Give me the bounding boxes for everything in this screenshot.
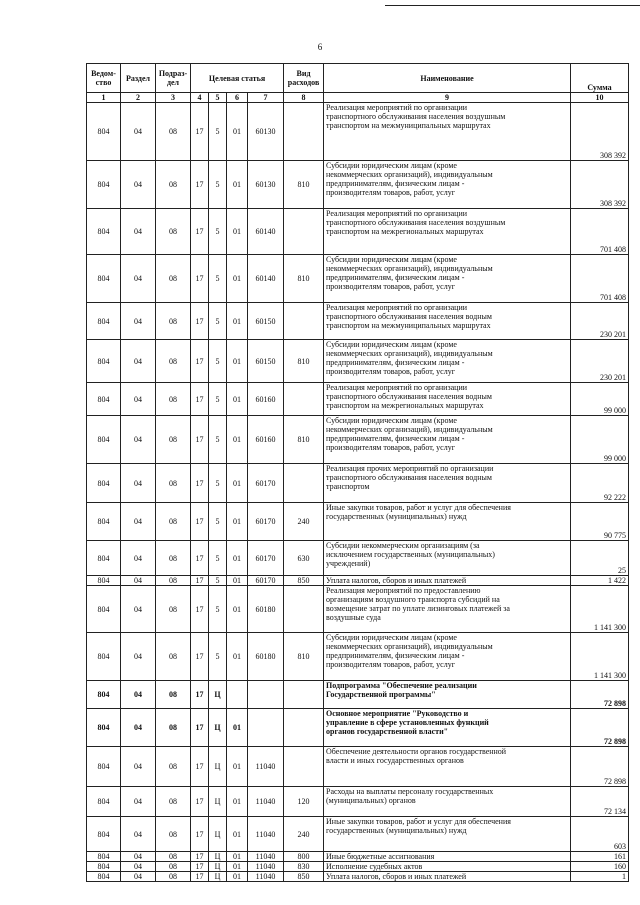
sum-cell: 72 898 bbox=[571, 747, 629, 787]
target-subprogram-cell: 5 bbox=[209, 303, 227, 340]
subsection-cell: 08 bbox=[156, 576, 191, 586]
expense-type-cell: 810 bbox=[284, 255, 324, 303]
target-subprogram-cell: Ц bbox=[209, 681, 227, 709]
col-number: 7 bbox=[248, 93, 284, 103]
target-event-cell: 01 bbox=[227, 709, 248, 747]
table-row bbox=[87, 852, 629, 862]
subsection-cell: 08 bbox=[156, 383, 191, 416]
dept-cell: 804 bbox=[87, 576, 121, 586]
sum-cell: 99 000 bbox=[571, 383, 629, 416]
target-subprogram-cell: 5 bbox=[209, 340, 227, 383]
name-cell: Реализация мероприятий по организации транспортного обслуживания населения воздушным транспортом на межрегиональных маршрутах bbox=[324, 209, 571, 255]
target-code-cell: 11040 bbox=[248, 747, 284, 787]
target-code-cell: 60160 bbox=[248, 383, 284, 416]
target-subprogram-cell: 5 bbox=[209, 255, 227, 303]
table-row bbox=[87, 303, 629, 340]
dept-cell: 804 bbox=[87, 862, 121, 872]
expense-type-cell: 810 bbox=[284, 416, 324, 464]
section-cell: 04 bbox=[121, 503, 156, 541]
table-row bbox=[87, 503, 629, 541]
section-cell: 04 bbox=[121, 303, 156, 340]
sum-cell: 230 201 bbox=[571, 340, 629, 383]
table-row bbox=[87, 862, 629, 872]
subsection-cell: 08 bbox=[156, 103, 191, 161]
sum-cell: 1 141 300 bbox=[571, 586, 629, 633]
target-subprogram-cell: Ц bbox=[209, 872, 227, 882]
section-cell: 04 bbox=[121, 862, 156, 872]
target-program-cell: 17 bbox=[191, 383, 209, 416]
name-cell: Реализация прочих мероприятий по организации транспортного обслуживания населения водным транспортом bbox=[324, 464, 571, 503]
target-program-cell: 17 bbox=[191, 255, 209, 303]
target-event-cell: 01 bbox=[227, 787, 248, 817]
name-cell: Реализация мероприятий по организации транспортного обслуживания населения водным транспортом на межрегиональных маршрутах bbox=[324, 383, 571, 416]
dept-cell: 804 bbox=[87, 709, 121, 747]
name-cell: Обеспечение деятельности органов государственной власти и иных государственных органов bbox=[324, 747, 571, 787]
target-event-cell: 01 bbox=[227, 503, 248, 541]
name-cell: Субсидии юридическим лицам (кроме некоммерческих организаций), индивидуальным предпринимателям, физическим лицам - производителям товаров, работ, услуг bbox=[324, 416, 571, 464]
dept-cell: 804 bbox=[87, 787, 121, 817]
table-row bbox=[87, 681, 629, 709]
header-name: Наименование bbox=[324, 64, 571, 93]
target-event-cell: 01 bbox=[227, 209, 248, 255]
target-code-cell: 60140 bbox=[248, 209, 284, 255]
target-program-cell: 17 bbox=[191, 103, 209, 161]
target-subprogram-cell: Ц bbox=[209, 862, 227, 872]
section-cell: 04 bbox=[121, 161, 156, 209]
name-cell: Иные закупки товаров, работ и услуг для обеспечения государственных (муниципальных) нужд bbox=[324, 503, 571, 541]
target-event-cell: 01 bbox=[227, 852, 248, 862]
subsection-cell: 08 bbox=[156, 464, 191, 503]
table-row bbox=[87, 255, 629, 303]
target-event-cell: 01 bbox=[227, 872, 248, 882]
col-number: 2 bbox=[121, 93, 156, 103]
subsection-cell: 08 bbox=[156, 303, 191, 340]
target-event-cell: 01 bbox=[227, 340, 248, 383]
col-number: 8 bbox=[284, 93, 324, 103]
page-number: 6 bbox=[317, 42, 323, 52]
table-row bbox=[87, 340, 629, 383]
expense-type-cell: 810 bbox=[284, 340, 324, 383]
target-program-cell: 17 bbox=[191, 787, 209, 817]
expense-type-cell bbox=[284, 709, 324, 747]
sum-cell: 72 898 bbox=[571, 681, 629, 709]
section-cell: 04 bbox=[121, 416, 156, 464]
target-program-cell: 17 bbox=[191, 872, 209, 882]
section-cell: 04 bbox=[121, 817, 156, 852]
target-event-cell: 01 bbox=[227, 633, 248, 681]
expense-type-cell: 630 bbox=[284, 541, 324, 576]
target-event-cell bbox=[227, 681, 248, 709]
table-row bbox=[87, 872, 629, 882]
col-number: 4 bbox=[191, 93, 209, 103]
sum-cell: 25 bbox=[571, 541, 629, 576]
col-number: 3 bbox=[156, 93, 191, 103]
expense-type-cell: 240 bbox=[284, 817, 324, 852]
target-subprogram-cell: Ц bbox=[209, 852, 227, 862]
dept-cell: 804 bbox=[87, 340, 121, 383]
subsection-cell: 08 bbox=[156, 255, 191, 303]
name-cell: Уплата налогов, сборов и иных платежей bbox=[324, 872, 571, 882]
target-code-cell: 60170 bbox=[248, 503, 284, 541]
section-cell: 04 bbox=[121, 872, 156, 882]
subsection-cell: 08 bbox=[156, 852, 191, 862]
header-sum: Сумма bbox=[571, 64, 629, 93]
dept-cell: 804 bbox=[87, 503, 121, 541]
target-program-cell: 17 bbox=[191, 303, 209, 340]
header-expense-type: Вид расходов bbox=[284, 64, 324, 93]
target-subprogram-cell: 5 bbox=[209, 383, 227, 416]
top-rule bbox=[385, 5, 640, 6]
expense-type-cell bbox=[284, 209, 324, 255]
subsection-cell: 08 bbox=[156, 709, 191, 747]
name-cell: Расходы на выплаты персоналу государственных (муниципальных) органов bbox=[324, 787, 571, 817]
target-program-cell: 17 bbox=[191, 416, 209, 464]
table-row bbox=[87, 586, 629, 633]
column-number-row bbox=[87, 93, 629, 103]
target-code-cell: 11040 bbox=[248, 787, 284, 817]
name-cell: Основное мероприятие "Руководство и управление в сфере установленных функций органов государственной власти" bbox=[324, 709, 571, 747]
expense-type-cell bbox=[284, 383, 324, 416]
expense-type-cell: 850 bbox=[284, 576, 324, 586]
expense-type-cell bbox=[284, 303, 324, 340]
budget-table bbox=[86, 63, 629, 882]
dept-cell: 804 bbox=[87, 681, 121, 709]
target-event-cell: 01 bbox=[227, 383, 248, 416]
target-event-cell: 01 bbox=[227, 586, 248, 633]
target-subprogram-cell: 5 bbox=[209, 161, 227, 209]
sum-cell: 308 392 bbox=[571, 103, 629, 161]
subsection-cell: 08 bbox=[156, 209, 191, 255]
section-cell: 04 bbox=[121, 709, 156, 747]
expense-type-cell bbox=[284, 681, 324, 709]
expense-type-cell: 120 bbox=[284, 787, 324, 817]
target-code-cell: 60130 bbox=[248, 103, 284, 161]
col-number: 5 bbox=[209, 93, 227, 103]
table-row bbox=[87, 383, 629, 416]
sum-cell: 161 bbox=[571, 852, 629, 862]
expense-type-cell: 830 bbox=[284, 862, 324, 872]
col-number: 10 bbox=[571, 93, 629, 103]
sum-cell: 1 bbox=[571, 872, 629, 882]
expense-type-cell: 810 bbox=[284, 161, 324, 209]
table-row bbox=[87, 633, 629, 681]
name-cell: Реализация мероприятий по организации транспортного обслуживания населения воздушным транспортом на межмуниципальных маршрутах bbox=[324, 103, 571, 161]
dept-cell: 804 bbox=[87, 303, 121, 340]
expense-type-cell bbox=[284, 103, 324, 161]
name-cell: Реализация мероприятий по организации транспортного обслуживания населения водным транспортом на межмуниципальных маршрутах bbox=[324, 303, 571, 340]
header-subsection: Подраз- дел bbox=[156, 64, 191, 93]
table-row bbox=[87, 787, 629, 817]
expense-type-cell bbox=[284, 747, 324, 787]
sum-cell: 90 775 bbox=[571, 503, 629, 541]
table-row bbox=[87, 416, 629, 464]
target-subprogram-cell: 5 bbox=[209, 633, 227, 681]
target-event-cell: 01 bbox=[227, 541, 248, 576]
name-cell: Субсидии юридическим лицам (кроме некоммерческих организаций), индивидуальным предпринимателям, физическим лицам - производителям товаров, работ, услуг bbox=[324, 255, 571, 303]
dept-cell: 804 bbox=[87, 255, 121, 303]
target-event-cell: 01 bbox=[227, 103, 248, 161]
subsection-cell: 08 bbox=[156, 872, 191, 882]
target-code-cell: 60170 bbox=[248, 464, 284, 503]
name-cell: Подпрограмма "Обеспечение реализации Государственной программы" bbox=[324, 681, 571, 709]
target-subprogram-cell: 5 bbox=[209, 586, 227, 633]
section-cell: 04 bbox=[121, 209, 156, 255]
expense-type-cell: 810 bbox=[284, 633, 324, 681]
dept-cell: 804 bbox=[87, 464, 121, 503]
target-program-cell: 17 bbox=[191, 209, 209, 255]
header-section: Раздел bbox=[121, 64, 156, 93]
name-cell: Субсидии некоммерческим организациям (за исключением государственных (муниципальных) учреждений) bbox=[324, 541, 571, 576]
name-cell: Иные бюджетные ассигнования bbox=[324, 852, 571, 862]
section-cell: 04 bbox=[121, 586, 156, 633]
name-cell: Уплата налогов, сборов и иных платежей bbox=[324, 576, 571, 586]
target-program-cell: 17 bbox=[191, 541, 209, 576]
dept-cell: 804 bbox=[87, 209, 121, 255]
target-subprogram-cell: 5 bbox=[209, 576, 227, 586]
section-cell: 04 bbox=[121, 681, 156, 709]
target-event-cell: 01 bbox=[227, 416, 248, 464]
target-program-cell: 17 bbox=[191, 709, 209, 747]
expense-type-cell: 240 bbox=[284, 503, 324, 541]
target-event-cell: 01 bbox=[227, 576, 248, 586]
target-code-cell: 60170 bbox=[248, 576, 284, 586]
sum-cell: 160 bbox=[571, 862, 629, 872]
target-code-cell bbox=[248, 681, 284, 709]
target-program-cell: 17 bbox=[191, 817, 209, 852]
col-number: 6 bbox=[227, 93, 248, 103]
target-program-cell: 17 bbox=[191, 161, 209, 209]
target-event-cell: 01 bbox=[227, 303, 248, 340]
dept-cell: 804 bbox=[87, 586, 121, 633]
table-row bbox=[87, 817, 629, 852]
dept-cell: 804 bbox=[87, 541, 121, 576]
target-code-cell: 60140 bbox=[248, 255, 284, 303]
subsection-cell: 08 bbox=[156, 416, 191, 464]
target-subprogram-cell: 5 bbox=[209, 503, 227, 541]
dept-cell: 804 bbox=[87, 747, 121, 787]
name-cell: Реализация мероприятий по предоставлению организациям воздушного транспорта субсидий на возмещение затрат по уплате лизинговых платежей за воздушные суда bbox=[324, 586, 571, 633]
dept-cell: 804 bbox=[87, 103, 121, 161]
name-cell: Субсидии юридическим лицам (кроме некоммерческих организаций), индивидуальным предпринимателям, физическим лицам - производителям товаров, работ, услуг bbox=[324, 633, 571, 681]
name-cell: Субсидии юридическим лицам (кроме некоммерческих организаций), индивидуальным предпринимателям, физическим лицам - производителям товаров, работ, услуг bbox=[324, 161, 571, 209]
target-subprogram-cell: Ц bbox=[209, 787, 227, 817]
table-row bbox=[87, 709, 629, 747]
target-program-cell: 17 bbox=[191, 464, 209, 503]
target-code-cell: 11040 bbox=[248, 852, 284, 862]
table-body bbox=[87, 103, 629, 882]
sum-cell: 72 134 bbox=[571, 787, 629, 817]
section-cell: 04 bbox=[121, 383, 156, 416]
target-program-cell: 17 bbox=[191, 340, 209, 383]
section-cell: 04 bbox=[121, 541, 156, 576]
target-event-cell: 01 bbox=[227, 862, 248, 872]
target-code-cell: 60180 bbox=[248, 586, 284, 633]
sum-cell: 99 000 bbox=[571, 416, 629, 464]
section-cell: 04 bbox=[121, 340, 156, 383]
target-program-cell: 17 bbox=[191, 747, 209, 787]
target-subprogram-cell: Ц bbox=[209, 747, 227, 787]
target-subprogram-cell: 5 bbox=[209, 541, 227, 576]
table-row bbox=[87, 541, 629, 576]
table-row bbox=[87, 103, 629, 161]
subsection-cell: 08 bbox=[156, 817, 191, 852]
header-dept: Ведом- ство bbox=[87, 64, 121, 93]
name-cell: Субсидии юридическим лицам (кроме некоммерческих организаций), индивидуальным предпринимателям, физическим лицам - производителям товаров, работ, услуг bbox=[324, 340, 571, 383]
subsection-cell: 08 bbox=[156, 541, 191, 576]
sum-cell: 701 408 bbox=[571, 255, 629, 303]
target-code-cell: 60150 bbox=[248, 340, 284, 383]
target-subprogram-cell: Ц bbox=[209, 817, 227, 852]
sum-cell: 603 bbox=[571, 817, 629, 852]
sum-cell: 1 141 300 bbox=[571, 633, 629, 681]
subsection-cell: 08 bbox=[156, 681, 191, 709]
expense-type-cell: 850 bbox=[284, 872, 324, 882]
name-cell: Иные закупки товаров, работ и услуг для обеспечения государственных (муниципальных) нужд bbox=[324, 817, 571, 852]
dept-cell: 804 bbox=[87, 383, 121, 416]
subsection-cell: 08 bbox=[156, 787, 191, 817]
header-row bbox=[87, 64, 629, 93]
target-program-cell: 17 bbox=[191, 862, 209, 872]
sum-cell: 308 392 bbox=[571, 161, 629, 209]
target-subprogram-cell: 5 bbox=[209, 416, 227, 464]
target-code-cell: 60180 bbox=[248, 633, 284, 681]
dept-cell: 804 bbox=[87, 161, 121, 209]
header-target-article: Целевая статья bbox=[191, 64, 284, 93]
subsection-cell: 08 bbox=[156, 633, 191, 681]
target-program-cell: 17 bbox=[191, 576, 209, 586]
section-cell: 04 bbox=[121, 787, 156, 817]
table-row bbox=[87, 464, 629, 503]
section-cell: 04 bbox=[121, 103, 156, 161]
subsection-cell: 08 bbox=[156, 503, 191, 541]
dept-cell: 804 bbox=[87, 852, 121, 862]
section-cell: 04 bbox=[121, 747, 156, 787]
subsection-cell: 08 bbox=[156, 747, 191, 787]
target-code-cell bbox=[248, 709, 284, 747]
dept-cell: 804 bbox=[87, 416, 121, 464]
col-number: 1 bbox=[87, 93, 121, 103]
target-event-cell: 01 bbox=[227, 161, 248, 209]
target-program-cell: 17 bbox=[191, 586, 209, 633]
target-code-cell: 11040 bbox=[248, 862, 284, 872]
dept-cell: 804 bbox=[87, 817, 121, 852]
sum-cell: 230 201 bbox=[571, 303, 629, 340]
target-subprogram-cell: Ц bbox=[209, 709, 227, 747]
sum-cell: 92 222 bbox=[571, 464, 629, 503]
target-event-cell: 01 bbox=[227, 747, 248, 787]
col-number: 9 bbox=[324, 93, 571, 103]
subsection-cell: 08 bbox=[156, 862, 191, 872]
section-cell: 04 bbox=[121, 852, 156, 862]
target-event-cell: 01 bbox=[227, 255, 248, 303]
target-code-cell: 11040 bbox=[248, 872, 284, 882]
subsection-cell: 08 bbox=[156, 340, 191, 383]
target-code-cell: 60160 bbox=[248, 416, 284, 464]
target-subprogram-cell: 5 bbox=[209, 209, 227, 255]
target-subprogram-cell: 5 bbox=[209, 464, 227, 503]
section-cell: 04 bbox=[121, 633, 156, 681]
sum-cell: 1 422 bbox=[571, 576, 629, 586]
expense-type-cell: 800 bbox=[284, 852, 324, 862]
target-event-cell: 01 bbox=[227, 817, 248, 852]
table-row bbox=[87, 576, 629, 586]
section-cell: 04 bbox=[121, 576, 156, 586]
target-program-cell: 17 bbox=[191, 852, 209, 862]
table-row bbox=[87, 161, 629, 209]
sum-cell: 701 408 bbox=[571, 209, 629, 255]
target-code-cell: 11040 bbox=[248, 817, 284, 852]
expense-type-cell bbox=[284, 586, 324, 633]
target-subprogram-cell: 5 bbox=[209, 103, 227, 161]
target-code-cell: 60170 bbox=[248, 541, 284, 576]
target-program-cell: 17 bbox=[191, 503, 209, 541]
dept-cell: 804 bbox=[87, 633, 121, 681]
target-program-cell: 17 bbox=[191, 633, 209, 681]
name-cell: Исполнение судебных актов bbox=[324, 862, 571, 872]
subsection-cell: 08 bbox=[156, 161, 191, 209]
dept-cell: 804 bbox=[87, 872, 121, 882]
section-cell: 04 bbox=[121, 255, 156, 303]
target-code-cell: 60130 bbox=[248, 161, 284, 209]
target-event-cell: 01 bbox=[227, 464, 248, 503]
subsection-cell: 08 bbox=[156, 586, 191, 633]
expense-type-cell bbox=[284, 464, 324, 503]
target-program-cell: 17 bbox=[191, 681, 209, 709]
target-code-cell: 60150 bbox=[248, 303, 284, 340]
section-cell: 04 bbox=[121, 464, 156, 503]
table-row bbox=[87, 747, 629, 787]
sum-cell: 72 898 bbox=[571, 709, 629, 747]
table-row bbox=[87, 209, 629, 255]
